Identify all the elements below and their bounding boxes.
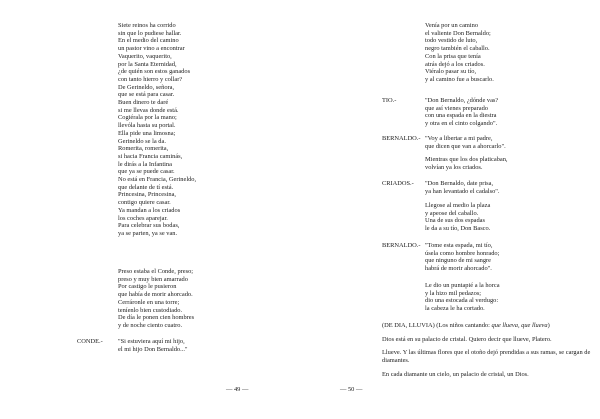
- verse-line: teníenlo bien custodiado.: [118, 306, 183, 314]
- verse-line: negro también el caballo.: [425, 45, 490, 53]
- verse-line: atrás dejó a los criados.: [425, 60, 485, 68]
- verse-line: habrá de morir ahorcado".: [425, 265, 492, 273]
- prose-paragraph-2: Llueve. Y las últimas flores que el otoño dejó prendidas a sus ramas, se cargan de diamantes.: [382, 349, 591, 365]
- verse-line: ¿de quién son estos ganados: [118, 68, 191, 76]
- verse-line: ya han levantado el cadalso".: [425, 187, 500, 195]
- verse-line: "Si estuviera aquí mi hijo,: [118, 338, 185, 345]
- verse-line: preso y muy bien amarrado: [118, 275, 188, 283]
- narration-1: [425, 156, 508, 171]
- verse-line: Cerráronle en una torre;: [118, 298, 180, 306]
- verse-line: sin que lo pudiese hallar.: [118, 29, 182, 37]
- verse-line: Por castigo le pusieron: [118, 283, 177, 291]
- verse-line: Ella pide una limosna;: [118, 129, 176, 137]
- verse-line: llevóla hasta su portal.: [118, 122, 176, 130]
- verse-line: úsela como hombre honrado;: [425, 249, 500, 257]
- prose-paragraph-3: En cada diamante un cielo, un palacio de cristal, un Dios.: [382, 370, 529, 378]
- verse-line: "Don Bernaldo, ¿dónde vas?: [425, 97, 499, 104]
- tio-speech: [425, 97, 498, 128]
- verse-line: Vaquerito, vaquerito,: [118, 52, 172, 60]
- narration-3: [425, 282, 500, 313]
- verse-line: y apeose del caballo.: [425, 209, 479, 217]
- verse-line: por la Santa Eternidad,: [118, 60, 177, 68]
- prose-paragraph-1: Dios está en su palacio de cristal. Quiero decir que llueve, Platero.: [382, 335, 552, 343]
- verse-line: con tanto hierro y collar?: [118, 75, 183, 83]
- conde-speech: [118, 338, 188, 353]
- verse-line: Llegose al medio la plaza: [425, 202, 491, 209]
- verse-line: Princesina, Princesina,: [118, 191, 177, 199]
- verse-line: Preso estaba el Conde, preso;: [118, 268, 194, 275]
- verse-line: De Gerineldo, señora,: [118, 83, 175, 91]
- right-intro-stanza: [425, 22, 494, 84]
- verse-line: Siete reinos ha corrido: [118, 22, 176, 29]
- speaker-conde: CONDE.-: [77, 338, 103, 345]
- verse-line: Venía por un camino: [425, 22, 479, 29]
- speaker-tio: TIO.-: [382, 97, 397, 104]
- verse-line: el mi hijo Don Bernaldo...": [118, 345, 188, 353]
- verse-line: contigo quiere casar.: [118, 199, 171, 207]
- verse-line: ya se parten, ya se van.: [118, 229, 178, 237]
- verse-line: No está en Francia, Gerineldo,: [118, 176, 197, 184]
- verse-line: y de noche ciento cuatro.: [118, 321, 183, 329]
- verse-line: volvían ya los criados.: [425, 163, 483, 171]
- bernaldo-1-speech: [425, 135, 506, 150]
- verse-line: y la hizo mil pedazos;: [425, 289, 482, 297]
- verse-line: En el medio del camino: [118, 37, 179, 45]
- prose-heading-italic: que llueva, que llueva: [491, 322, 548, 329]
- bernaldo-2-speech: [425, 242, 499, 273]
- prose-block: [382, 322, 592, 385]
- verse-line: dio una estocada al verdugo:: [425, 297, 499, 305]
- speaker-criados: CRIADOS.-: [382, 180, 414, 187]
- verse-line: que dicen que van a ahorcarlo".: [425, 142, 506, 150]
- verse-line: le da a su tío, Don Basco.: [425, 225, 491, 233]
- verse-line: un pastor vino a encontrar: [118, 45, 185, 53]
- verse-line: si hacia Francia caminás,: [118, 152, 183, 160]
- criados-speech: [425, 180, 499, 195]
- verse-line: De día le ponen cien hombres: [118, 314, 195, 322]
- verse-line: le dirás a la Infantina: [118, 160, 172, 168]
- prose-heading-text: (DE DIA, LLUVIA) (Los niños cantando:: [382, 322, 492, 329]
- narration-2: [425, 202, 490, 233]
- verse-line: todo vestido de luto,: [425, 37, 478, 45]
- verse-line: que ninguno de mi sangre: [425, 257, 492, 265]
- speaker-bernaldo-2: BERNALDO.-: [382, 242, 421, 249]
- verse-line: que así vienes preparado: [425, 104, 488, 112]
- verse-line: "Voy a libertar a mi padre,: [425, 135, 493, 142]
- verse-line: Con la prisa que tenía: [425, 52, 481, 60]
- speaker-bernaldo-1: BERNALDO.-: [382, 135, 421, 142]
- left-stanza-1: [118, 22, 196, 238]
- prose-heading: [382, 322, 592, 330]
- verse-line: Romerita, romerita,: [118, 145, 169, 153]
- verse-line: Buen dinero te daré: [118, 99, 169, 107]
- verse-line: Mientras que los dos platicaban,: [425, 156, 508, 163]
- verse-line: si me llevas donde está.: [118, 106, 179, 114]
- right-page: [300, 0, 600, 419]
- page-number-right: — 50 —: [340, 386, 363, 393]
- verse-line: los coches aparejar.: [118, 214, 168, 222]
- page-number-left: — 49 —: [226, 386, 249, 393]
- verse-line: Viéralo pasar su tío,: [425, 68, 477, 76]
- verse-line: Gerineldo se la da.: [118, 137, 166, 145]
- verse-line: y al camino fue a buscarlo.: [425, 75, 494, 83]
- verse-line: que ya se puede casar.: [118, 168, 175, 176]
- verse-line: la cabeza le ha cortado.: [425, 305, 485, 313]
- prose-heading-close: ): [547, 322, 550, 329]
- verse-line: el valiente Don Bernaldo;: [425, 29, 491, 37]
- verse-line: que había de morir ahorcado.: [118, 291, 193, 299]
- verse-line: con una espada en la diestra: [425, 112, 497, 120]
- verse-line: "Tome esta espada, mi tío,: [425, 242, 493, 249]
- verse-line: Cogiérala por la mano;: [118, 114, 177, 122]
- left-stanza-2: [118, 268, 194, 330]
- verse-line: Una de sus dos espadas: [425, 217, 485, 225]
- verse-line: "Don Bernaldo, date prisa,: [425, 180, 494, 187]
- verse-line: Le dio un puntapié a la horca: [425, 282, 500, 289]
- verse-line: y otra en el cinto colgando".: [425, 120, 498, 128]
- verse-line: que se está para casar.: [118, 91, 175, 99]
- verse-line: que delante de tí está.: [118, 183, 174, 191]
- verse-line: Para celebrar sus bodas,: [118, 222, 180, 230]
- verse-line: Ya mandan a los criados: [118, 206, 181, 214]
